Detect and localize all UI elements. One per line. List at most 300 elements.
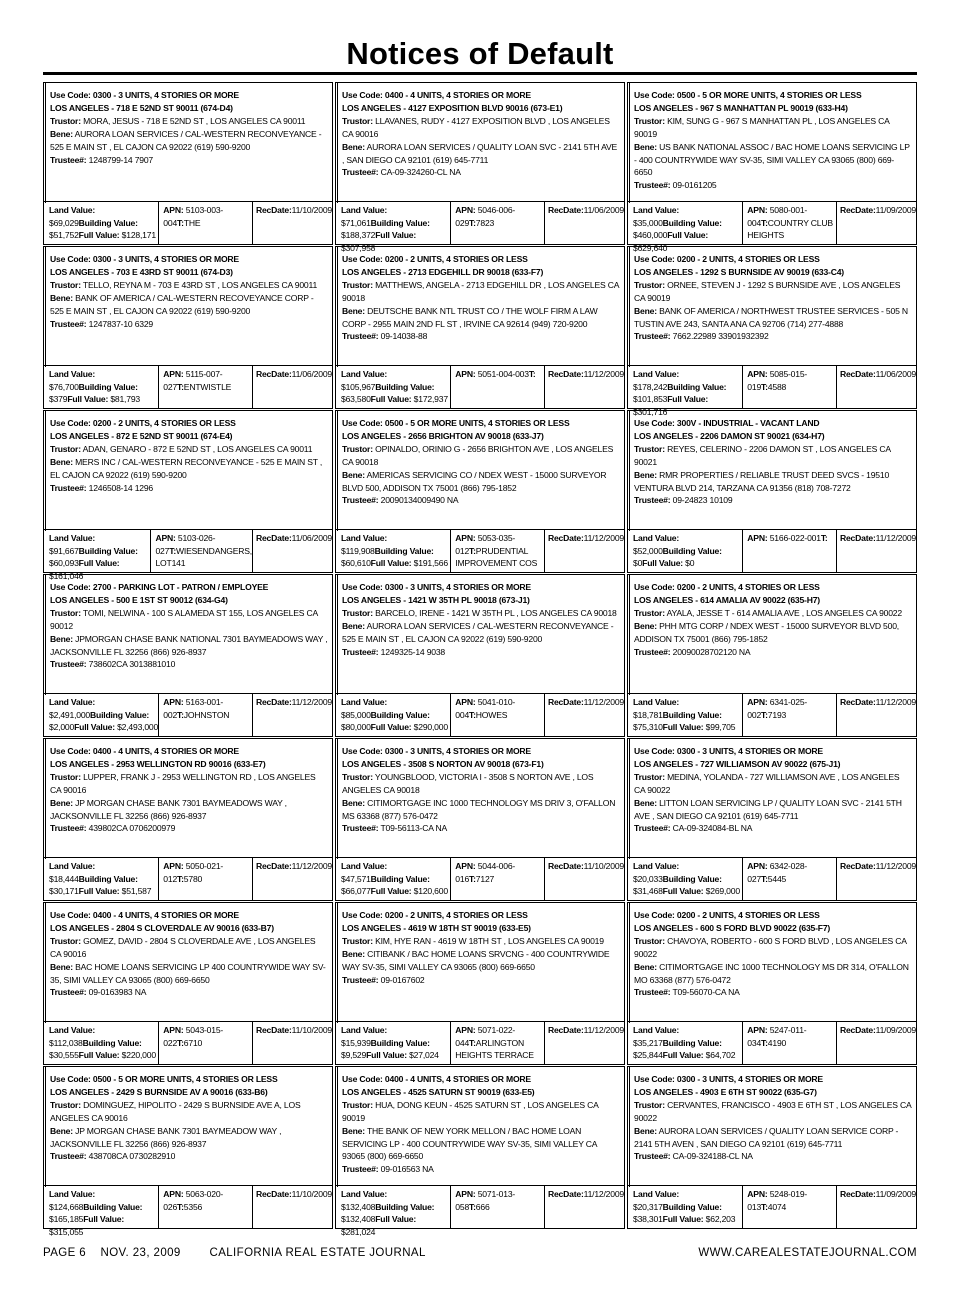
land-value-value: $124,668 [49, 1201, 84, 1212]
apn-col [159, 1022, 253, 1064]
land-value-value: $112,038 [49, 1037, 83, 1048]
use-code-line-label: Use Code: [50, 1074, 91, 1084]
trustor-line-value: TELLO, REYNA M - 703 E 43RD ST , LOS ANGELES CA 90011 [82, 279, 318, 290]
recdate-value: 11/10/2009 [291, 1025, 332, 1035]
trustee-line-value: T09-56070-CA NA [672, 987, 740, 998]
use-code-line-value: 0500 - 5 OR MORE UNITS, 4 STORIES OR LESS [384, 418, 570, 428]
recdate-value: 11/12/2009 [291, 697, 332, 707]
recdate-label: RecDate: [547, 861, 584, 871]
full-value-value: $629,640 [633, 242, 668, 253]
bene-line [634, 305, 912, 331]
full-value-value: $120,600 [413, 886, 448, 897]
trustee-line-value: 09-0161205 [672, 180, 717, 191]
tract-line [469, 874, 494, 884]
apn-label: APN: [747, 1189, 768, 1199]
land-value-value: $18,444 [49, 873, 79, 884]
notice-card [627, 902, 917, 1065]
bene-line [634, 620, 912, 646]
trustee-line-value: 7662.22989 33901932392 [672, 331, 769, 342]
tract-line [747, 218, 833, 241]
tract-line [469, 218, 494, 228]
building-value-label: Building Value: [90, 709, 150, 720]
full-value-value: $128,171 [121, 230, 156, 241]
trustee-line [634, 986, 912, 999]
bene-line-label: Bene: [342, 469, 365, 480]
apn-value: 5051-004-003 [477, 369, 529, 379]
building-value-value: $2,000 [49, 722, 75, 733]
bene-line-value: CITIMORTGAGE INC 1000 TECHNOLOGY MS DR 314, O'FALLON MO 63368 (877) 576-0472 [634, 961, 909, 985]
building-value-label: Building Value: [375, 381, 435, 392]
trustee-line-label: Trustee#: [50, 1151, 87, 1162]
notice-card [335, 902, 625, 1065]
bene-line-label: Bene: [50, 633, 73, 644]
bene-line [342, 1125, 620, 1164]
building-value-label: Building Value: [667, 381, 727, 392]
use-code-line [634, 89, 912, 102]
value-row [336, 1021, 624, 1064]
bene-line-value: AURORA LOAN SERVICES / CAL-WESTERN RECONVEYANCE - 525 E MAIN ST , EL CAJON CA 92022 (619) 590-9200 [342, 620, 614, 644]
apn-col [451, 858, 545, 900]
full-value-value: $81,793 [110, 394, 140, 405]
trustee-line-value: 09-0167602 [380, 974, 425, 985]
tract-line [761, 874, 786, 884]
property-address: LOS ANGELES - 2804 S CLOVERDALE AV 90016 (633-B7) [50, 922, 274, 933]
apn-value: 5050-021-012 [163, 861, 224, 884]
recdate-value: 11/12/2009 [583, 1025, 624, 1035]
use-code-line-label: Use Code: [50, 90, 91, 100]
bene-line-value: THE BANK OF NEW YORK MELLON / BAC HOME LOAN SERVICING LP - 400 COUNTRYWIDE WAY SV-35, SIMI VALLEY CA 93065 (800) 669-6650 [342, 1125, 597, 1162]
bene-line-value: RMR PROPERTIES / RELIABLE TRUST DEED SVCS - 19510 VENTURA BLVD 214, TARZANA CA 91356 (818) 708-7272 [634, 469, 890, 493]
recdate-label: RecDate: [547, 369, 584, 379]
trustee-line [342, 974, 620, 987]
apn-label: APN: [747, 205, 768, 215]
bene-line-label: Bene: [50, 961, 73, 972]
full-value-label: Full Value: [370, 722, 412, 733]
use-code-line [50, 581, 328, 594]
full-value-value: $161,046 [49, 570, 84, 581]
apn-value: 5053-035-012 [455, 533, 516, 556]
trustee-line-label: Trustee#: [634, 331, 671, 342]
bene-line-value: DEUTSCHE BANK NTL TRUST CO / THE WOLF FIRM A LAW CORP - 2955 MAIN 2ND FL ST , IRVINE CA 92614 (949) 720-9200 [342, 305, 598, 329]
trustor-line-value: MEDINA, YOLANDA - 727 WILLIAMSON AVE , LOS ANGELES CA 90022 [634, 771, 900, 795]
bene-line-value: JP MORGAN CHASE BANK 7301 BAYMEADOWS WAY , JACKSONVILLE FL 32256 (866) 926-8937 [50, 797, 287, 821]
full-value-label: Full Value: [67, 394, 109, 405]
full-value [663, 886, 740, 896]
use-code-line-label: Use Code: [634, 1074, 675, 1084]
tract-label: T: [761, 217, 768, 228]
bene-line [342, 948, 620, 974]
trustor-line-label: Trustor: [50, 771, 81, 782]
value-row [628, 693, 916, 736]
land-value-label: Land Value: [341, 861, 388, 871]
building-value-label: Building Value: [370, 217, 430, 228]
recdate-value: 11/09/2009 [875, 1189, 916, 1199]
apn-value: 5043-015-022 [163, 1025, 224, 1048]
tract-value: 5356 [183, 1201, 203, 1212]
use-code-line [342, 417, 620, 430]
full-value-label: Full Value: [370, 886, 412, 897]
trustee-line-label: Trustee#: [342, 823, 379, 834]
use-code-line [50, 253, 328, 266]
recdate-value: 11/12/2009 [875, 861, 916, 871]
trustee-line-label: Trustee#: [50, 987, 87, 998]
tract-label: T: [761, 381, 768, 392]
full-value-value: $51,587 [121, 886, 152, 897]
trustor-line-value: CHAVOYA, ROBERTO - 600 S FORD BLVD , LOS ANGELES CA 90022 [634, 935, 907, 959]
bene-line-value: JPMORGAN CHASE BANK NATIONAL 7301 BAYMEADOWS WAY , JACKSONVILLE FL 32256 (866) 926-8937 [50, 633, 328, 657]
apn-label: APN: [163, 369, 184, 379]
use-code-line-label: Use Code: [50, 746, 91, 756]
recdate-col [545, 366, 624, 408]
notice-details [45, 739, 332, 859]
bene-line-value: BANK OF AMERICA / NORTHWEST TRUSTEE SERVICES - 505 N TUSTIN AVE 243, SANTA ANA CA 92706 (714) 277-4888 [634, 305, 908, 329]
apn-col [159, 694, 253, 736]
apn-label: APN: [747, 533, 768, 543]
apn-value: 5046-006-029 [455, 205, 516, 228]
apn-value: 5044-006-016 [455, 861, 516, 884]
tract-line [761, 382, 786, 392]
apn-col [159, 1186, 253, 1228]
use-code-line [634, 417, 912, 430]
apn-col [151, 530, 253, 572]
recdate-label: RecDate: [547, 1189, 584, 1199]
notice-card [43, 738, 333, 901]
trustor-line [50, 935, 328, 961]
recdate-value: 11/10/2009 [291, 205, 332, 215]
recdate-label: RecDate: [255, 1189, 292, 1199]
use-code-line-value: 0200 - 2 UNITS, 4 STORIES OR LESS [676, 910, 820, 920]
apn-label: APN: [747, 1025, 768, 1035]
footer-left [43, 1247, 426, 1259]
bene-line [634, 469, 912, 495]
trustor-line [342, 115, 620, 141]
property-address: LOS ANGELES - 600 S FORD BLVD 90022 (635-F7) [634, 922, 831, 933]
notice-details [629, 1067, 916, 1187]
tract-label: T: [177, 381, 184, 392]
bene-line-label: Bene: [634, 797, 657, 808]
value-row [628, 857, 916, 900]
bene-line [50, 456, 328, 482]
tract-value: HOWES [475, 709, 508, 720]
notice-card [43, 1066, 333, 1237]
land-value-value: $76,700 [49, 381, 79, 392]
trustee-line-label: Trustee#: [634, 1151, 671, 1162]
trustor-line [634, 1099, 912, 1125]
full-value-label: Full Value: [642, 558, 683, 569]
property-address: LOS ANGELES - 614 AMALIA AV 90022 (635-H7) [634, 594, 820, 605]
building-value-label: Building Value: [78, 873, 138, 884]
value-row [44, 529, 332, 581]
apn-value: 5071-022-044 [455, 1025, 516, 1048]
building-value-value: $63,580 [341, 394, 371, 405]
value-row [44, 365, 332, 408]
trustee-line-value: CA-09-324084-BL NA [672, 823, 753, 834]
bene-line-label: Bene: [634, 469, 657, 480]
recdate-label: RecDate: [255, 205, 292, 215]
trustee-line-label: Trustee#: [634, 823, 671, 834]
trustor-line-value: LLAVANES, RUDY - 4127 EXPOSITION BLVD , LOS ANGELES CA 90016 [342, 115, 610, 139]
land-value-value: $18,781 [633, 709, 663, 720]
notice-details [337, 83, 624, 203]
recdate-value: 11/09/2009 [875, 205, 916, 215]
values-col [336, 1022, 451, 1064]
bene-line [342, 797, 620, 823]
value-row [336, 365, 624, 408]
recdate-value: 11/12/2009 [583, 533, 624, 543]
notice-card [43, 410, 333, 581]
apn-col [451, 1022, 545, 1064]
values-col [44, 858, 159, 900]
recdate-col [253, 530, 332, 572]
trustor-line-label: Trustor: [634, 115, 665, 126]
building-value-value: $165,185 [49, 1214, 84, 1225]
property-address: LOS ANGELES - 2206 DAMON ST 90021 (634-H7) [634, 430, 825, 441]
recdate-label: RecDate: [839, 1189, 876, 1199]
use-code-line-label: Use Code: [342, 910, 383, 920]
tract-line [761, 1038, 786, 1048]
property-address: LOS ANGELES - 4127 EXPOSITION BLVD 90016 (673-E1) [342, 102, 563, 113]
recdate-value: 11/06/2009 [291, 369, 332, 379]
values-col [336, 202, 451, 253]
notice-details [45, 247, 332, 367]
tract-line [177, 1038, 202, 1048]
apn-value: 5080-001-004 [747, 205, 808, 228]
full-value [67, 394, 140, 404]
recdate-value: 11/12/2009 [875, 697, 916, 707]
apn-label: APN: [747, 697, 768, 707]
apn-col [451, 202, 545, 244]
building-value-value: $31,468 [633, 886, 663, 897]
trustor-line-label: Trustor: [342, 935, 373, 946]
trustor-line-label: Trustor: [634, 607, 665, 618]
apn [455, 369, 529, 379]
trustor-line [50, 443, 328, 456]
land-value-label: Land Value: [633, 205, 680, 215]
values-col [336, 858, 451, 900]
trustee-line-label: Trustee#: [342, 331, 379, 342]
recdate-col [545, 1022, 624, 1064]
apn-col [743, 530, 837, 572]
property-address: LOS ANGELES - 4903 E 6TH ST 90022 (635-G7) [634, 1086, 817, 1097]
recdate-value: 11/10/2009 [291, 1189, 332, 1199]
trustor-line-value: ORNEE, STEVEN J - 1292 S BURNSIDE AVE , LOS ANGELES CA 90019 [634, 279, 901, 303]
tract-label: T: [177, 217, 184, 228]
apn-label: APN: [155, 533, 176, 543]
trustor-line-value: CERVANTES, FRANCISCO - 4903 E 6TH ST , LOS ANGELES CA 90022 [634, 1099, 912, 1123]
trustor-line-value: TOMI, NELWINA - 100 S ALAMEDA ST 155, LOS ANGELES CA 90012 [50, 607, 318, 631]
land-value-label: Land Value: [49, 533, 96, 543]
trustee-line-label: Trustee#: [634, 495, 671, 506]
notice-card [627, 738, 917, 901]
land-value-value: $20,317 [633, 1201, 663, 1212]
use-code-line-value: 0200 - 2 UNITS, 4 STORIES OR LESS [676, 582, 820, 592]
land-value [49, 697, 95, 720]
land-value-value: $71,061 [341, 217, 371, 228]
tract-label: T: [820, 533, 828, 543]
notice-details [629, 411, 916, 531]
apn-label: APN: [455, 1025, 476, 1035]
notice-details [337, 411, 624, 531]
building-value-label: Building Value: [662, 1201, 722, 1212]
notice-details [337, 739, 624, 859]
trustee-line [50, 1150, 328, 1163]
values-col [628, 1022, 743, 1064]
notice-card [627, 82, 917, 253]
values-col [628, 694, 743, 736]
full-value-value: $99,705 [705, 722, 736, 733]
values-col [628, 366, 743, 417]
property-address: LOS ANGELES - 703 E 43RD ST 90011 (674-D3) [50, 266, 233, 277]
full-value-value: $307,958 [341, 242, 376, 253]
trustee-line [342, 494, 620, 507]
recdate-value: 11/12/2009 [875, 533, 916, 543]
bene-line-label: Bene: [50, 1125, 73, 1136]
apn-col [743, 366, 837, 408]
apn-value: 5248-019-013 [747, 1189, 808, 1212]
property-address: LOS ANGELES - 718 E 52ND ST 90011 (674-D4) [50, 102, 233, 113]
bene-line-value: LITTON LOAN SERVICING LP / QUALITY LOAN SVC - 2141 5TH AVE , SAN DIEGO CA 92101 (619) 645-7711 [634, 797, 902, 821]
full-value [79, 230, 156, 240]
trustor-line-value: LUPPER, FRANK J - 2953 WELLINGTON RD , LOS ANGELES CA 90016 [50, 771, 316, 795]
trustee-line-label: Trustee#: [50, 823, 87, 834]
full-value-label: Full Value: [662, 886, 704, 897]
land-value-label: Land Value: [341, 1189, 388, 1199]
bene-line-label: Bene: [50, 797, 73, 808]
use-code-line-value: 300V - INDUSTRIAL - VACANT LAND [676, 418, 820, 428]
full-value-value: $191,566 [413, 558, 448, 569]
use-code-line-value: 0300 - 3 UNITS, 4 STORIES OR MORE [92, 254, 239, 264]
recdate-col [837, 1022, 916, 1064]
footer-publication: CALIFORNIA REAL ESTATE JOURNAL [209, 1247, 426, 1259]
use-code-line-value: 0200 - 2 UNITS, 4 STORIES OR LESS [384, 910, 528, 920]
trustor-line [342, 443, 620, 469]
recdate-label: RecDate: [839, 1025, 876, 1035]
trustor-line-label: Trustor: [634, 443, 665, 454]
page-title: Notices of Default [346, 36, 614, 71]
footer-website[interactable]: WWW.CAREALESTATEJOURNAL.COM [698, 1247, 917, 1259]
tract-label: T: [469, 217, 476, 228]
trustee-line-label: Trustee#: [342, 1164, 379, 1175]
trustee-line [342, 330, 620, 343]
tract-value: ARLINGTON HEIGHTS TERRACE [455, 1037, 534, 1061]
full-value-value: $301,716 [633, 406, 668, 417]
bene-line [342, 141, 620, 167]
notice-card [335, 410, 625, 573]
land-value-label: Land Value: [49, 861, 96, 871]
tract-label: T: [469, 873, 476, 884]
use-code-line-label: Use Code: [634, 746, 675, 756]
use-code-line [50, 745, 328, 758]
full-value-label: Full Value: [662, 1050, 704, 1061]
notice-details [45, 411, 332, 531]
values-col [628, 1186, 743, 1228]
trustee-line-value: 1249325-14 9038 [380, 646, 446, 657]
recdate-col [253, 366, 332, 408]
building-value-label: Building Value: [370, 873, 430, 884]
full-value [371, 886, 448, 896]
notices-grid [43, 82, 917, 1237]
trustor-line [634, 115, 912, 141]
apn-col [159, 858, 253, 900]
use-code-line-value: 0500 - 5 OR MORE UNITS, 4 STORIES OR LESS [676, 90, 862, 100]
values-col [44, 530, 151, 581]
building-value-value: $75,310 [633, 722, 663, 733]
tract-label: T: [761, 709, 768, 720]
tract-label: T: [177, 709, 184, 720]
bene-line-label: Bene: [634, 141, 657, 152]
trustor-line [634, 279, 912, 305]
bene-line [342, 469, 620, 495]
trustee-line-label: Trustee#: [634, 646, 671, 657]
full-value-value: $281,024 [341, 1226, 376, 1237]
property-address: LOS ANGELES - 967 S MANHATTAN PL 90019 (633-H4) [634, 102, 848, 113]
building-value-value: $25,844 [633, 1050, 663, 1061]
value-row [44, 693, 332, 736]
tract-label: T: [761, 1201, 768, 1212]
full-value-label: Full Value: [78, 230, 120, 241]
trustor-line [342, 935, 620, 948]
use-code-line-label: Use Code: [50, 254, 91, 264]
trustor-line-value: KIM, SUNG G - 967 S MANHATTAN PL , LOS ANGELES CA 90019 [634, 115, 890, 139]
apn-label: APN: [455, 205, 476, 215]
notice-details [337, 247, 624, 367]
property-address: LOS ANGELES - 2953 WELLINGTON RD 90016 (633-E7) [50, 758, 266, 769]
value-row [628, 365, 916, 417]
trustor-line-label: Trustor: [634, 1099, 665, 1110]
notice-card [335, 82, 625, 253]
values-col [44, 1186, 159, 1237]
apn-value: 5071-013-058 [455, 1189, 516, 1212]
apn-col [451, 694, 545, 736]
full-value-value: $2,493,000 [117, 722, 159, 733]
value-row [44, 1185, 332, 1237]
recdate-col [837, 694, 916, 736]
recdate-value: 11/12/2009 [583, 697, 624, 707]
building-value-label: Building Value: [83, 1201, 143, 1212]
notice-details [629, 247, 916, 367]
land-value-label: Land Value: [49, 369, 96, 379]
bene-line [50, 633, 328, 659]
trustee-line-label: Trustee#: [634, 987, 671, 998]
use-code-line-label: Use Code: [634, 418, 675, 428]
recdate-label: RecDate: [255, 369, 292, 379]
apn-col [743, 1186, 837, 1228]
use-code-line-label: Use Code: [634, 910, 675, 920]
building-value-value: $80,000 [341, 722, 371, 733]
bene-line-value: BANK OF AMERICA / CAL-WESTERN RECOVEYANCE CORP - 525 E MAIN ST , EL CAJON CA 92022 (619) 590-9200 [50, 292, 314, 316]
tract-value: JOHNSTON [183, 709, 230, 720]
notice-card [335, 738, 625, 901]
trustor-line [342, 279, 620, 305]
tract-label: T: [169, 545, 176, 556]
use-code-line-value: 0400 - 4 UNITS, 4 STORIES OR MORE [92, 910, 239, 920]
bene-line [342, 620, 620, 646]
bene-line-label: Bene: [50, 456, 73, 467]
trustor-line-value: MATTHEWS, ANGELA - 2713 EDGEHILL DR , LOS ANGELES CA 90018 [342, 279, 619, 303]
building-value-label: Building Value: [662, 709, 722, 720]
notice-card [43, 82, 333, 245]
recdate-value: 11/06/2009 [583, 205, 624, 215]
land-value-label: Land Value: [633, 369, 680, 379]
bene-line-label: Bene: [50, 128, 73, 139]
apn-col [743, 694, 837, 736]
apn-col [159, 202, 253, 244]
building-value-label: Building Value: [78, 545, 138, 556]
bene-line-value: CITIBANK / BAC HOME LOANS SRVCNG - 400 COUNTRYWIDE WAY SV-35, SIMI VALLEY CA 93065 (800) 669-6650 [342, 948, 610, 972]
apn-col [451, 530, 545, 572]
trustor-line-label: Trustor: [50, 1099, 81, 1110]
building-value-label: Building Value: [370, 709, 430, 720]
